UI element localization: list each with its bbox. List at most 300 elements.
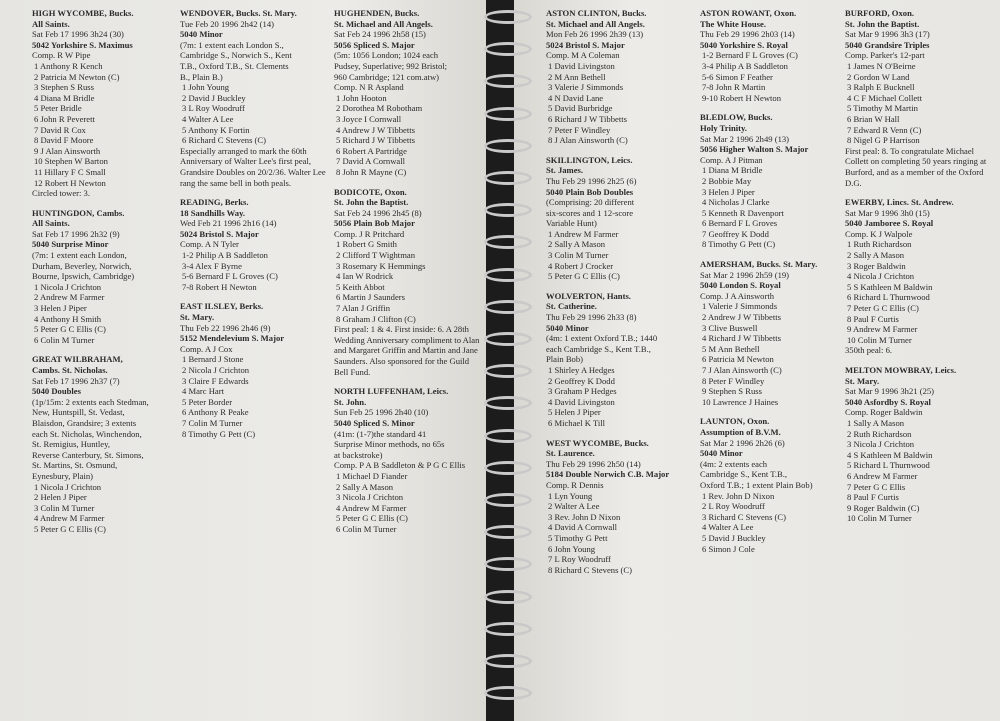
peal-dedication: St. John the Baptist. — [845, 18, 920, 29]
ringer-entry: 7 L Roy Woodruff — [548, 554, 611, 565]
peal-dedication: 18 Sandhills Way. — [180, 207, 246, 218]
peal-date: Sat Mar 9 1996 3h3 (17) — [845, 29, 930, 40]
ringer-entry: 4 Marc Hart — [182, 386, 224, 397]
peal-place: BLEDLOW, Bucks. — [700, 112, 773, 123]
peal-composer: Comp. Parker's 12-part — [845, 50, 925, 61]
ringer-entry: 1 Sally A Mason — [847, 417, 905, 428]
peal-dedication: St. Michael and All Angels. — [334, 18, 433, 29]
ringer-entry: 4 S Kathleen M Baldwin — [847, 449, 933, 460]
peal-date: Sat Mar 2 1996 2h26 (6) — [700, 437, 785, 448]
ringer-entry: 5 M Ann Bethell — [702, 343, 760, 354]
peal-date: Thu Feb 22 1996 2h46 (9) — [180, 322, 271, 333]
peal-detail: each St. Nicholas, Winchendon, — [32, 428, 142, 439]
binding-ring — [484, 622, 532, 636]
ringer-entry: 4 Nicola J Crichton — [847, 271, 915, 282]
ringer-entry: 8 John R Mayne (C) — [336, 166, 407, 177]
peal-composer: Comp. N R Aspland — [334, 82, 404, 93]
ringer-entry: 2 Ruth Richardson — [847, 428, 912, 439]
binding-ring — [484, 493, 532, 507]
peal-footnote: Circled tower: 3. — [32, 188, 90, 199]
column-5 — [700, 8, 846, 563]
ringer-entry: 2 Gordon W Land — [847, 71, 910, 82]
ringer-entry: 11 Hillary F C Small — [34, 166, 106, 177]
ringer-entry: 6 Patricia M Newton — [702, 354, 774, 365]
ringer-entry: 8 Paul F Curtis — [847, 313, 899, 324]
ringer-entry: 3 Valerie J Simmonds — [548, 82, 624, 93]
ringer-entry: 2 M Ann Bethell — [548, 71, 606, 82]
peal-place: HUNTINGDON, Cambs. — [32, 207, 125, 218]
peal-composer: Comp. P A B Saddleton & P G C Ellis — [334, 460, 466, 471]
peal-record — [334, 8, 480, 178]
peal-date: Sat Feb 17 1996 2h37 (7) — [32, 375, 120, 386]
ringer-entry: 5-6 Simon F Feather — [702, 71, 773, 82]
peal-detail: Surprise Minor methods, no 65s — [334, 439, 445, 450]
peal-record — [334, 386, 480, 534]
ringer-entry: 4 David Livingston — [548, 396, 615, 407]
peal-detail: St. Remigius, Huntley, — [32, 439, 110, 450]
peal-place: WEST WYCOMBE, Bucks. — [546, 437, 649, 448]
ringer-entry: 3 Ralph E Bucknell — [847, 82, 915, 93]
peal-record — [700, 416, 846, 554]
ringer-entry: 9 J Alan Ainsworth — [34, 145, 101, 156]
peal-dedication: St. Michael and All Angels. — [546, 18, 645, 29]
peal-composer: Comp. J R Pritchard — [334, 228, 405, 239]
ringer-entry: 4 Nicholas J Clarke — [702, 197, 770, 208]
peal-date: Wed Feb 21 1996 2h16 (14) — [180, 218, 277, 229]
binding-ring — [484, 332, 532, 346]
peal-dedication: Cambs. St. Nicholas. — [32, 365, 108, 375]
peal-dedication: St. John the Baptist. — [334, 197, 409, 208]
peal-record — [180, 301, 326, 439]
ringer-entry: 10 Stephen W Barton — [34, 156, 108, 167]
ringer-entry: 3 Rev. John D Nixon — [548, 511, 621, 522]
ringer-entry: 2 L Roy Woodruff — [702, 501, 765, 512]
ringer-entry: 3-4 Philip A B Saddleton — [702, 60, 788, 71]
peal-method: 5040 London S. Royal — [700, 280, 781, 291]
ringer-entry: 6 Anthony R Peake — [182, 407, 249, 418]
peal-dedication: St. Laurence. — [546, 448, 595, 459]
ringer-entry: 2 Dorothea M Robotham — [336, 103, 423, 114]
ringer-entry: 7 Peter F Windley — [548, 124, 611, 135]
peal-method: 5056 Higher Walton S. Major — [700, 144, 809, 155]
binding-ring — [484, 461, 532, 475]
ringer-entry: 7 Alan J Griffin — [336, 303, 391, 314]
peal-detail: Reverse Canterbury, St. Simons, — [32, 449, 144, 460]
ringer-entry: 9 Andrew M Farmer — [847, 324, 918, 335]
peal-detail: at backstroke) — [334, 449, 383, 460]
peal-method: 5152 Mendelevium S. Major — [180, 333, 285, 344]
peal-detail: (4m: 1 extent Oxford T.B.; 1440 — [546, 333, 658, 344]
ringer-entry: 2 Helen J Piper — [34, 492, 87, 503]
peal-detail: (4m: 2 extents each — [700, 458, 768, 469]
ringer-entry: 7-8 Robert H Newton — [182, 281, 257, 292]
ringer-entry: 8 Richard C Stevens (C) — [548, 564, 633, 575]
peal-place: HIGH WYCOMBE, Bucks. — [32, 8, 134, 18]
ringer-entry: 7-8 John R Martin — [702, 82, 766, 93]
peal-composer: Comp. A N Tyler — [180, 239, 239, 250]
peal-method: 5024 Bristol S. Major — [546, 39, 625, 50]
ringer-entry: 3 Helen J Piper — [702, 186, 755, 197]
ringer-entry: 1 Lyn Young — [548, 490, 593, 501]
peal-dedication: Assumption of B.V.M. — [700, 426, 781, 437]
peal-method: 5040 Minor — [180, 29, 223, 40]
ringer-entry: 8 J Alan Ainsworth (C) — [548, 135, 628, 146]
ringer-entry: 7 David A Cornwall — [336, 156, 405, 167]
binding-ring — [484, 654, 532, 668]
ringer-entry: 5 Helen J Piper — [548, 407, 601, 418]
ringer-entry: 8 Peter F Windley — [702, 375, 765, 386]
peal-record — [700, 259, 846, 407]
ringer-entry: 6 Bernard F L Groves — [702, 218, 778, 229]
peal-method: 5040 Plain Bob Doubles — [546, 186, 634, 197]
ringer-entry: 4 Diana M Bridle — [34, 92, 95, 103]
column-6 — [845, 8, 995, 533]
ringer-entry: 7 Colin M Turner — [182, 417, 243, 428]
peal-detail: (5m: 1056 London; 1024 each — [334, 50, 439, 61]
peal-place: BODICOTE, Oxon. — [334, 186, 407, 197]
ringer-entry: 7 Geoffrey K Dodd — [702, 228, 769, 239]
peal-date: Thu Feb 29 1996 2h03 (14) — [700, 29, 795, 40]
peal-method: 5056 Spliced S. Major — [334, 39, 415, 50]
ringer-entry: 1 Diana M Bridle — [702, 165, 763, 176]
peal-record — [700, 112, 846, 250]
ringer-entry: 5 David Burbridge — [548, 103, 613, 114]
ringer-entry: 6 Richard L Thurnwood — [847, 292, 930, 303]
ringer-entry: 7 Peter G C Ellis — [847, 481, 906, 492]
ringer-entry: 4 C F Michael Collett — [847, 92, 922, 103]
ringer-entry: 2 Patricia M Newton (C) — [34, 71, 120, 82]
peal-record — [845, 197, 995, 356]
peal-dedication: St. James. — [546, 165, 583, 176]
peal-composer: Comp. J A Ainsworth — [700, 290, 775, 301]
ringer-entry: 1 Valerie J Simmonds — [702, 301, 778, 312]
ringer-entry: 2 Geoffrey K Dodd — [548, 375, 615, 386]
peal-detail: B., Plain B.) — [180, 71, 223, 82]
ringer-entry: 3 Roger Baldwin — [847, 260, 906, 271]
binding-ring — [484, 429, 532, 443]
ringer-entry: 8 David F Moore — [34, 135, 94, 146]
peal-detail: (Comprising: 20 different — [546, 197, 635, 208]
ringer-entry: 5 Anthony K Fortin — [182, 124, 250, 135]
peal-method: 5040 Grandsire Triples — [845, 39, 930, 50]
ringer-entry: 1 James N O'Beirne — [847, 60, 916, 71]
peal-detail: Blaisdon, Grandsire; 3 extents — [32, 417, 137, 428]
peal-record — [546, 438, 692, 576]
column-4 — [546, 8, 692, 584]
ringer-entry: 1 Anthony R Kench — [34, 60, 103, 71]
ringer-entry: 3 Clive Buswell — [702, 322, 758, 333]
column-1 — [32, 8, 178, 544]
peal-place: READING, Berks. — [180, 197, 249, 208]
peal-dedication: The White House. — [700, 18, 766, 29]
ringer-entry: 6 Simon J Cole — [702, 543, 755, 554]
ringer-entry: 2 Andrew J W Tibbetts — [702, 312, 781, 323]
ringer-entry: 5 Richard L Thurnwood — [847, 460, 930, 471]
peal-record — [700, 8, 846, 103]
ringer-entry: 2 Walter A Lee — [548, 501, 600, 512]
ringer-entry: 2 Sally A Mason — [548, 239, 606, 250]
peal-dedication: St. Catherine. — [546, 301, 597, 312]
ringer-entry: 4 Walter A Lee — [182, 113, 234, 124]
ringer-entry: 3 Claire F Edwards — [182, 375, 249, 386]
peal-method: 5040 Surprise Minor — [32, 239, 109, 250]
binding-ring — [484, 10, 532, 24]
peal-dedication: All Saints. — [32, 18, 70, 29]
ringer-entry: 1 Ruth Richardson — [847, 239, 912, 250]
peal-detail: Variable Hunt) — [546, 218, 597, 229]
ringer-entry: 5 Peter Border — [182, 396, 233, 407]
ringer-entry: 5 Peter G C Ellis (C) — [34, 523, 106, 534]
ringer-entry: 5 David J Buckley — [702, 532, 766, 543]
ringer-entry: 5-6 Bernard F L Groves (C) — [182, 271, 278, 282]
ringer-entry: 5 Kenneth R Davenport — [702, 207, 784, 218]
ringer-entry: 2 Andrew M Farmer — [34, 292, 105, 303]
peal-date: Sat Feb 24 1996 2h58 (15) — [334, 29, 426, 40]
peal-date: Mon Feb 26 1996 2h39 (13) — [546, 29, 644, 40]
ringer-entry: 1 Nicola J Crichton — [34, 281, 102, 292]
peal-record — [180, 197, 326, 292]
ringer-entry: 1-2 Philip A B Saddleton — [182, 250, 268, 261]
peal-footnote: Especially arranged to mark the 60th Anniversary of Walter Lee's first peal, Grandsire Doubles on 20/2/36. Walter Lee rang the same bell in both peals. — [180, 145, 326, 188]
peal-detail: (7m: 1 extent each London S., — [180, 39, 284, 50]
ringer-entry: 8 Timothy G Pett (C) — [702, 239, 776, 250]
ringer-entry: 6 Richard C Stevens (C) — [182, 135, 267, 146]
ringer-entry: 10 Lawrence J Haines — [702, 396, 779, 407]
peal-detail: (1p/15m: 2 extents each Stedman, — [32, 396, 149, 407]
ringer-entry: 3 Joyce I Cornwall — [336, 113, 402, 124]
peal-method: 5040 Asfordby S. Royal — [845, 396, 931, 407]
ringer-entry: 5 Peter Bridle — [34, 103, 82, 114]
ringer-entry: 6 John R Peverett — [34, 113, 95, 124]
ringer-entry: 6 Richard J W Tibbetts — [548, 113, 627, 124]
peal-record — [32, 208, 178, 346]
ringer-entry: 1 Rev. John D Nixon — [702, 490, 775, 501]
ringer-entry: 7 J Alan Ainsworth (C) — [702, 365, 782, 375]
ringer-entry: 4 Walter A Lee — [702, 522, 754, 533]
ringer-entry: 4 David A Cornwall — [548, 522, 617, 533]
peal-composer: Comp. A J Cox — [180, 343, 233, 354]
peal-record — [32, 8, 178, 199]
peal-detail: Pudsey, Superlative; 992 Bristol; — [334, 60, 448, 71]
ringer-entry: 6 John Young — [548, 543, 596, 554]
ringer-entry: 2 Nicola J Crichton — [182, 365, 250, 375]
ringer-entry: 5 S Kathleen M Baldwin — [847, 281, 933, 292]
column-3 — [334, 8, 480, 544]
ringer-entry: 10 Colin M Turner — [847, 334, 912, 345]
ringer-entry: 3 Rosemary K Hemmings — [336, 260, 426, 271]
peal-place: WOLVERTON, Hants. — [546, 290, 631, 301]
ringer-entry: 6 Brian W Hall — [847, 113, 900, 124]
ringer-entry: 8 Paul F Curtis — [847, 492, 899, 503]
ringer-entry: 4 Andrew M Farmer — [34, 513, 105, 524]
ringer-entry: 3 Nicola J Crichton — [336, 492, 404, 503]
peal-place: NORTH LUFFENHAM, Leics. — [334, 386, 449, 397]
ringer-entry: 3-4 Alex F Byrne — [182, 260, 242, 271]
peal-detail: Cambridge S., Norwich S., Kent — [180, 50, 292, 61]
peal-place: HUGHENDEN, Bucks. — [334, 8, 420, 18]
peal-footnote: First peal: 8. To congratulate Michael Collett on completing 50 years ringing at Burford, and as a member of the Oxford D.G. — [845, 145, 987, 188]
ringer-entry: 1 Shirley A Hedges — [548, 365, 615, 375]
ringer-entry: 6 Colin M Turner — [336, 523, 397, 534]
peal-place: ASTON ROWANT, Oxon. — [700, 8, 797, 18]
peal-date: Sun Feb 25 1996 2h40 (10) — [334, 407, 429, 418]
ringer-entry: 4 N David Lane — [548, 92, 604, 103]
peal-dedication: Holy Trinity. — [700, 122, 747, 133]
peal-composer: Comp. K J Walpole — [845, 228, 913, 239]
ringer-entry: 5 Peter G C Ellis (C) — [34, 324, 106, 335]
peal-detail: six-scores and 1 12-score — [546, 207, 634, 218]
peal-place: GREAT WILBRAHAM, — [32, 354, 123, 365]
ringer-entry: 8 Graham J Clifton (C) — [336, 313, 416, 324]
ringer-entry: 3 Stephen S Russ — [34, 82, 94, 93]
peal-method: 5040 Minor — [546, 322, 589, 333]
peal-detail: T.B., Oxford T.B., St. Clements — [180, 60, 289, 71]
binding-ring — [484, 171, 532, 185]
ringer-entry: 1 Nicola J Crichton — [34, 481, 102, 492]
ringer-entry: 5 Timothy M Martin — [847, 103, 918, 114]
binding-ring — [484, 139, 532, 153]
peal-detail: Eynesbury, Plain) — [32, 470, 94, 481]
ringer-entry: 1 Robert G Smith — [336, 239, 397, 250]
peal-date: Sat Mar 2 1996 2h49 (13) — [700, 133, 790, 144]
peal-record — [546, 8, 692, 146]
peal-place: AMERSHAM, Bucks. St. Mary. — [700, 259, 818, 270]
ringer-entry: 4 Ian W Rodrick — [336, 271, 394, 282]
peal-detail: (7m: 1 extent each London, — [32, 250, 127, 261]
peal-date: Sat Mar 9 1996 3h0 (15) — [845, 207, 930, 218]
ringer-entry: 7 Edward R Venn (C) — [847, 124, 922, 135]
ringer-entry: 6 Colin M Turner — [34, 334, 95, 345]
peal-place: WENDOVER, Bucks. St. Mary. — [180, 8, 297, 18]
peal-record — [334, 187, 480, 378]
ringer-entry: 3 Nicola J Crichton — [847, 439, 915, 450]
ringer-entry: 4 Anthony H Smith — [34, 313, 102, 324]
peal-composer: Comp. A J Pitman — [700, 154, 763, 165]
ringer-entry: 3 Helen J Piper — [34, 303, 87, 314]
ringer-entry: 12 Robert H Newton — [34, 177, 106, 188]
ringer-entry: 1 David Livingston — [548, 60, 615, 71]
peal-detail: Oxford T.B.; 1 extent Plain Bob) — [700, 479, 813, 490]
peal-composer: Comp. M A Coleman — [546, 50, 620, 61]
peal-date: Sat Mar 9 1996 3h21 (25) — [845, 386, 935, 397]
peal-place: ASTON CLINTON, Bucks. — [546, 8, 647, 18]
peal-composer: Comp. Roger Baldwin — [845, 407, 923, 418]
peal-method: 5024 Bristol S. Major — [180, 228, 259, 239]
peal-method: 5040 Yorkshire S. Royal — [700, 39, 788, 50]
ringer-entry: 2 Clifford T Wightman — [336, 250, 415, 261]
peal-place: EWERBY, Lincs. St. Andrew. — [845, 197, 954, 208]
ringer-entry: 5 Timothy G Pett — [548, 532, 608, 543]
ringer-entry: 1 Michael D Fiander — [336, 470, 408, 481]
peal-record — [546, 291, 692, 429]
peal-dedication: St. Mary. — [180, 312, 215, 323]
ringer-entry: 4 Andrew J W Tibbetts — [336, 124, 415, 135]
ringer-entry: 5 Peter G C Ellis (C) — [548, 271, 620, 282]
ringer-entry: 2 Sally A Mason — [847, 250, 905, 261]
peal-date: Thu Feb 29 1996 2h25 (6) — [546, 175, 637, 186]
peal-date: Sat Feb 24 1996 2h45 (8) — [334, 207, 422, 218]
ringer-entry: 6 Martin J Saunders — [336, 292, 405, 303]
peal-footnote: First peal: 1 & 4. First inside: 6. A 28th Wedding Anniversary compliment to Alan and Margaret Griffin and Martin and Jane Saunders. Also sponsored for the Guild Bell Fund. — [334, 324, 480, 377]
peal-record — [546, 155, 692, 282]
ringer-entry: 4 Andrew M Farmer — [336, 502, 407, 513]
peal-method: 5040 Spliced S. Minor — [334, 417, 415, 428]
peal-method: 5040 Minor — [700, 448, 743, 459]
binding-ring — [484, 268, 532, 282]
ringer-entry: 4 Robert J Crocker — [548, 260, 614, 271]
ringer-entry: 8 Nigel G P Harrison — [847, 135, 920, 146]
ringer-entry: 10 Colin M Turner — [847, 513, 912, 524]
ringer-entry: 5 Peter G C Ellis (C) — [336, 513, 408, 524]
peal-detail: each Cambridge S., Kent T.B., — [546, 343, 651, 354]
peal-place: MELTON MOWBRAY, Leics. — [845, 365, 957, 375]
ringer-entry: 8 Timothy G Pett (C) — [182, 428, 256, 439]
peal-dedication: All Saints. — [32, 218, 70, 229]
ringer-entry: 7 David R Cox — [34, 124, 86, 135]
peal-detail: 960 Cambridge; 121 com.atw) — [334, 71, 440, 82]
peal-record — [845, 365, 995, 524]
ringer-entry: 9-10 Robert H Newton — [702, 92, 782, 103]
peal-method: 5042 Yorkshire S. Maximus — [32, 39, 133, 50]
ringer-entry: 3 Colin M Turner — [548, 250, 609, 261]
ringer-entry: 3 Graham P Hedges — [548, 386, 617, 397]
peal-detail: St. Martins, St. Osmund, — [32, 460, 118, 471]
ringer-entry: 3 Richard C Stevens (C) — [702, 511, 787, 522]
binding-ring — [484, 590, 532, 604]
peal-date: Sat Feb 17 1996 3h24 (30) — [32, 29, 124, 40]
peal-date: Thu Feb 29 1996 2h50 (14) — [546, 458, 641, 469]
ringer-entry: 2 Sally A Mason — [336, 481, 394, 492]
column-2 — [180, 8, 326, 448]
peal-date: Sat Feb 17 1996 2h32 (9) — [32, 228, 120, 239]
ringer-entry: 6 Robert A Partridge — [336, 145, 407, 156]
ringer-entry: 9 Stephen S Russ — [702, 386, 762, 397]
ringer-entry: 7 Peter G C Ellis (C) — [847, 303, 919, 314]
binding-ring — [484, 107, 532, 121]
peal-date: Sat Mar 2 1996 2h59 (19) — [700, 269, 790, 280]
peal-dedication: St. John. — [334, 396, 367, 407]
ringer-entry: 1 John Hooton — [336, 92, 387, 103]
peal-footnote: 350th peal: 6. — [845, 345, 893, 356]
peal-place: BURFORD, Oxon. — [845, 8, 914, 18]
peal-detail: Durham, Beverley, Norwich, — [32, 260, 132, 271]
ringer-entry: 6 Andrew M Farmer — [847, 470, 918, 481]
ringer-entry: 2 David J Buckley — [182, 92, 246, 103]
ringer-entry: 5 Keith Abbot — [336, 281, 385, 292]
peal-place: SKILLINGTON, Leics. — [546, 154, 633, 165]
ringer-entry: 1 John Young — [182, 82, 230, 93]
peal-record — [845, 8, 995, 188]
ringer-entry: 3 Colin M Turner — [34, 502, 95, 513]
peal-date: Thu Feb 29 1996 2h33 (8) — [546, 312, 637, 323]
peal-place: LAUNTON, Oxon. — [700, 416, 770, 427]
peal-place: EAST ILSLEY, Berks. — [180, 301, 264, 312]
binding-ring — [484, 300, 532, 314]
peal-composer: Comp. R Dennis — [546, 479, 604, 490]
peal-dedication: St. Mary. — [845, 375, 880, 386]
peal-detail: Plain Bob) — [546, 354, 584, 365]
ringer-entry: 5 Richard J W Tibbetts — [336, 135, 415, 146]
peal-detail: New, Huntspill, St. Vedast, — [32, 407, 125, 418]
ringer-entry: 4 Richard J W Tibbetts — [702, 333, 781, 344]
ringer-entry: 9 Roger Baldwin (C) — [847, 502, 920, 513]
ringer-entry: 1 Andrew M Farmer — [548, 228, 619, 239]
peal-detail: Cambridge S., Kent T.B., — [700, 469, 788, 480]
peal-method: 5184 Double Norwich C.B. Major — [546, 469, 670, 480]
peal-record — [32, 354, 178, 534]
ringer-entry: 1-2 Bernard F L Groves (C) — [702, 50, 798, 61]
ringer-entry: 1 Bernard J Stone — [182, 354, 244, 365]
